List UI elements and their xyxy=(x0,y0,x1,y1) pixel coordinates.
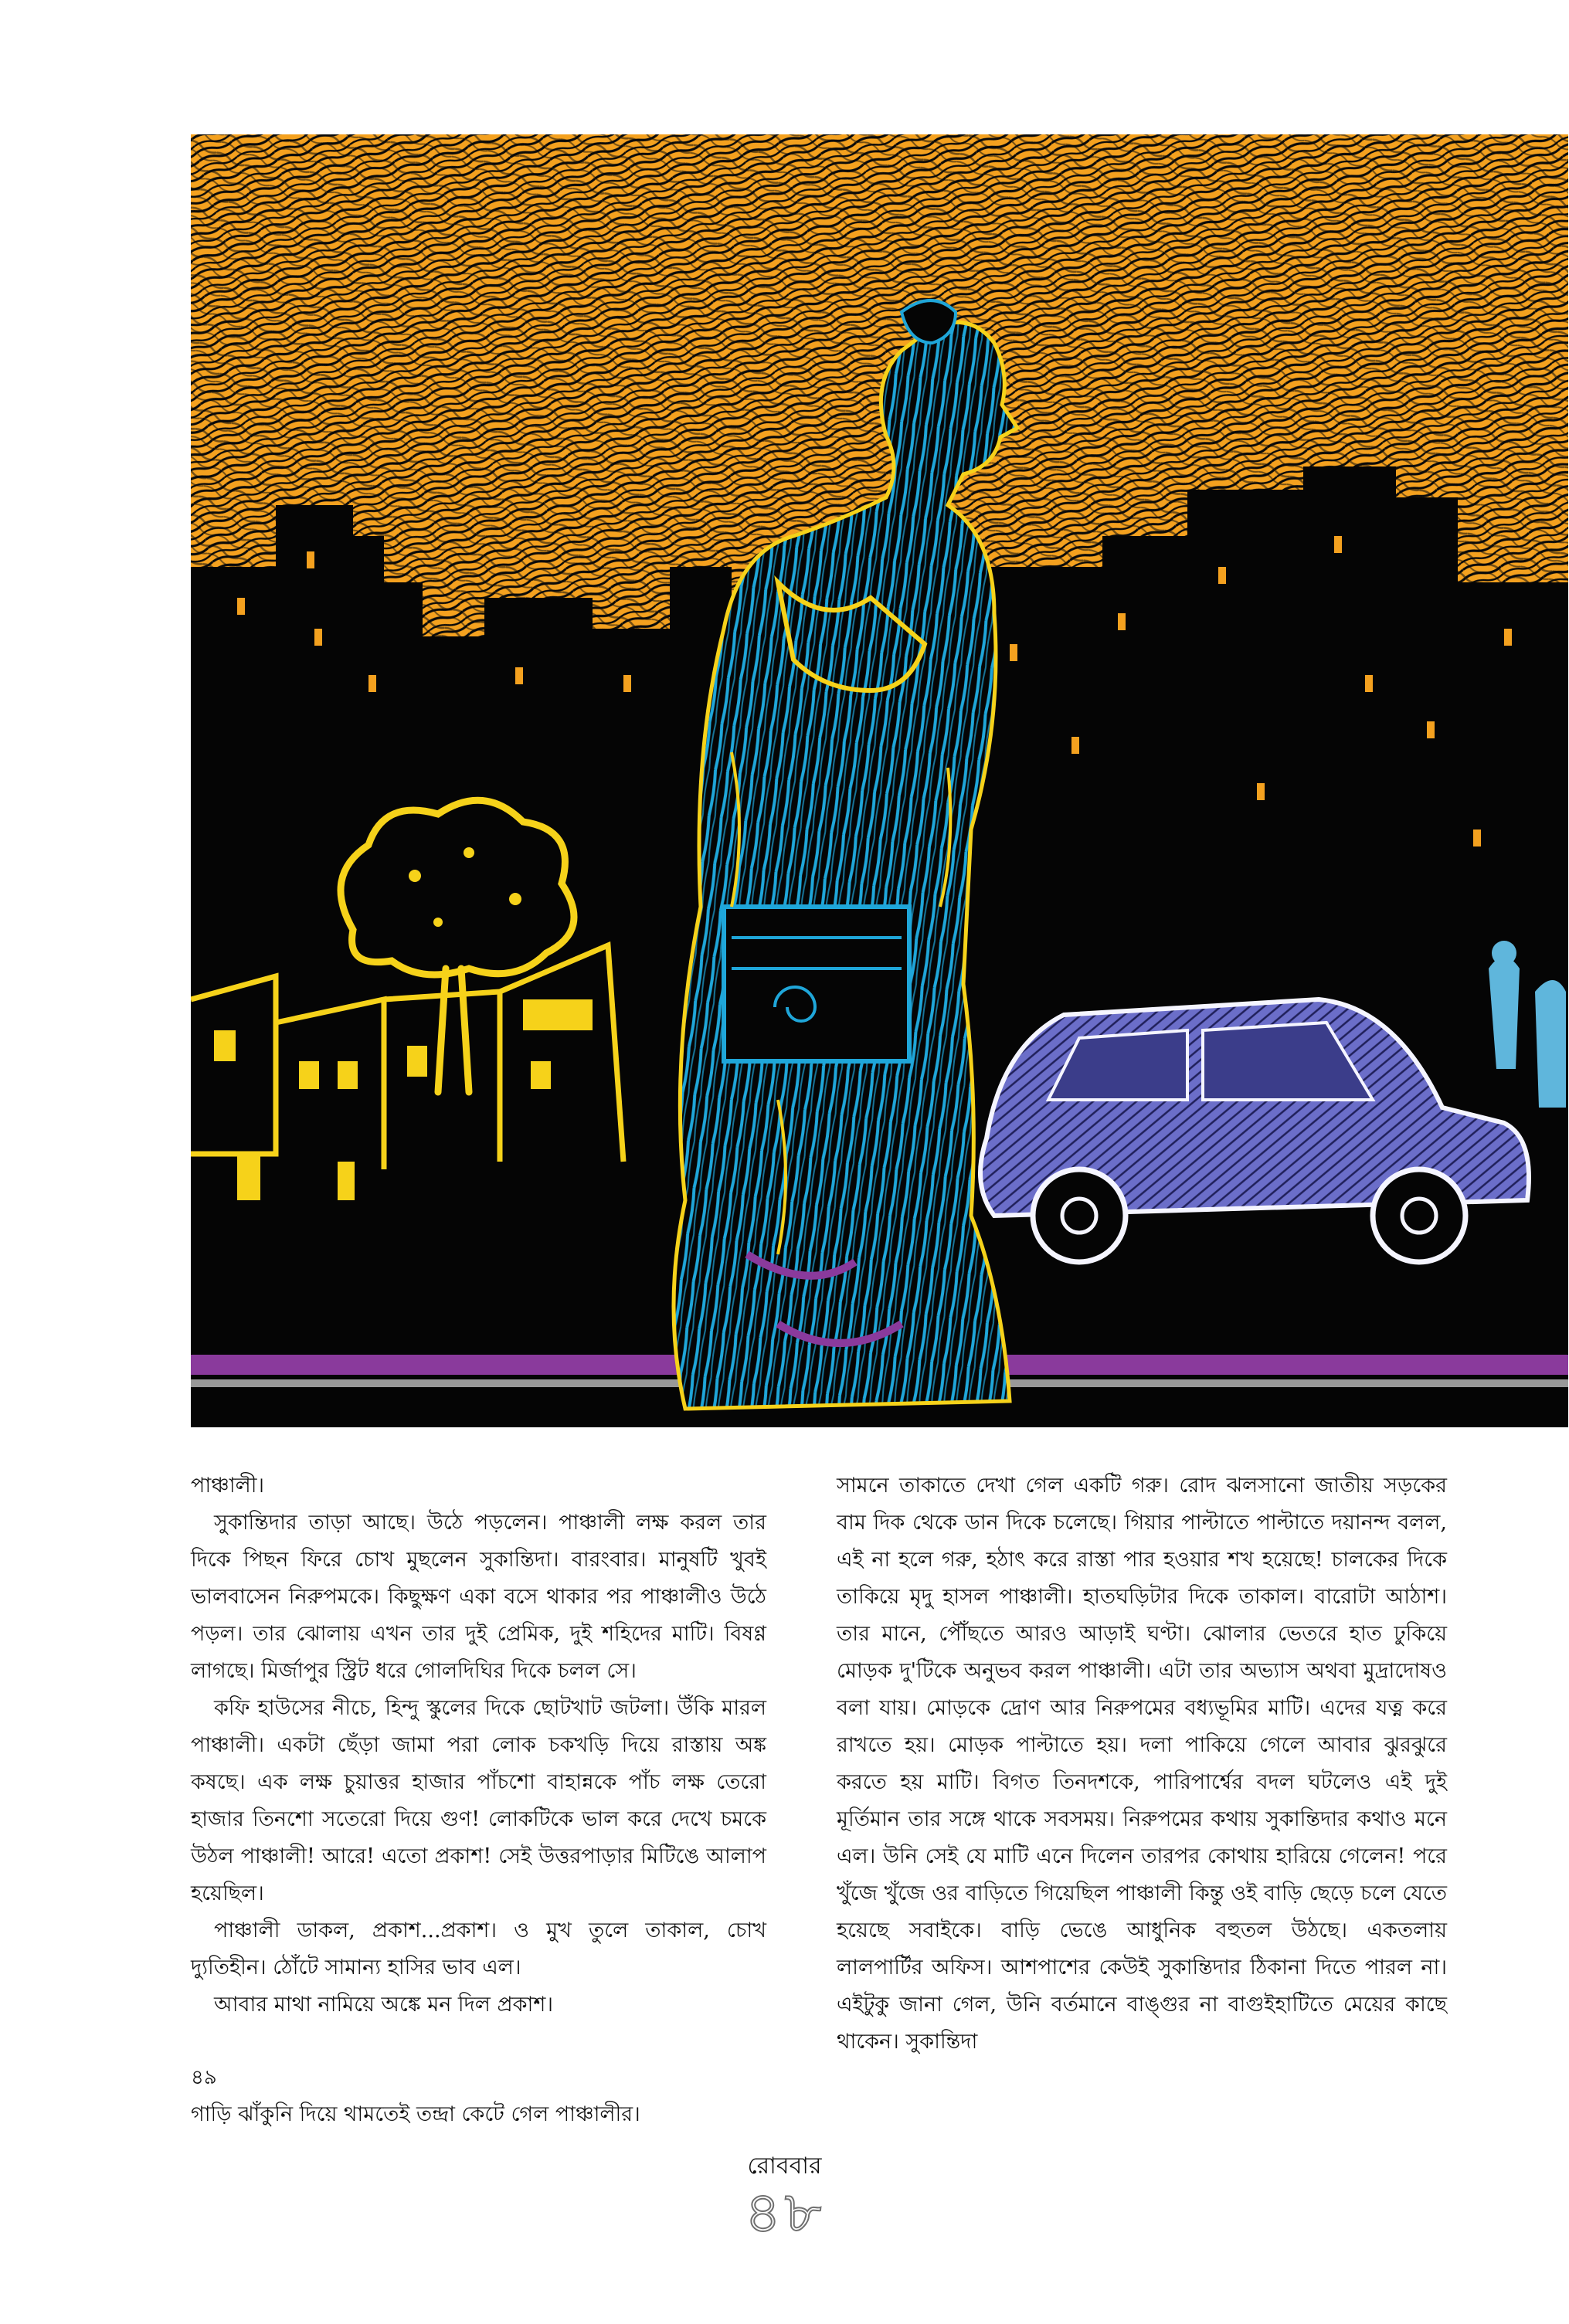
paragraph: সামনে তাকাতে দেখা গেল একটি গরু। রোদ ঝলসানো জাতীয় সড়কের বাম দিক থেকে ডান দিকে চলেছে। গিয়ার পাল্টাতে পাল্টাতে দয়ানন্দ বলল, এই না হলে গরু, হঠাৎ করে রাস্তা পার হওয়ার শখ হয়েছে! চালকের দিকে তাকিয়ে মৃদু হাসল পাঞ্চালী। হাতঘড়িটার দিকে তাকাল। বারোটা আঠাশ। তার মানে, পৌঁছতে আরও আড়াই ঘণ্টা। ঝোলার ভেতরে হাত ঢুকিয়ে মোড়ক দু'টিকে অনুভব করল পাঞ্চালী। এটা তার অভ্যাস অথবা মুদ্রাদোষও বলা যায়। মোড়কে দ্রোণ আর নিরুপমের বধ্যভূমির মাটি। এদের যত্ন করে রাখতে হয়। মোড়ক পাল্টাতে হয়। দলা পাকিয়ে গেলে আবার ঝুরঝুরে করতে হয় মাটি। বিগত তিনদশকে, পারিপার্শ্বের বদল ঘটলেও এই দুই মূর্তিমান তার সঙ্গে থাকে সবসময়। নিরুপমের কথায় সুকান্তিদার কথাও মনে এল। উনি সেই যে মাটি এনে দিলেন তারপর কোথায় হারিয়ে গেলেন! পরে খুঁজে খুঁজে ওর বাড়িতে গিয়েছিল পাঞ্চালী কিন্তু ওই বাড়ি ছেড়ে চলে যেতে হয়েছে সবাইকে। বাড়ি ভেঙে আধুনিক বহুতল উঠছে। একতলায় লালপার্টির অফিস। আশপাশের কেউই সুকান্তিদার ঠিকানা দিতে পারল না। এইটুকু জানা গেল, উনি বর্তমানে বাঙ্গুর না বাগুইহাটিতে মেয়ের কাছে থাকেন। সুকান্তিদা xyxy=(837,1474,1447,2054)
page-number: ৪৮ xyxy=(744,2180,825,2246)
paragraph: গাড়ি ঝাঁকুনি দিয়ে থামতেই তন্দ্রা কেটে গেল পাঞ্চালীর। xyxy=(191,2102,640,2126)
chapter-number: ৪৯ xyxy=(191,2066,217,2089)
section-gap xyxy=(191,2024,766,2059)
paragraph: পাঞ্চালী। xyxy=(191,1474,265,1498)
paragraph: আবার মাথা নামিয়ে অঙ্কে মন দিল প্রকাশ। xyxy=(214,1993,554,2017)
text-column-right xyxy=(837,1467,1447,2061)
paragraph: কফি হাউসের নীচে, হিন্দু স্কুলের দিকে ছোটখাট জটলা। উঁকি মারল পাঞ্চালী। একটা ছেঁড়া জামা পরা লোক চকখড়ি দিয়ে রাস্তায় অঙ্ক কষছে। এক লক্ষ চুয়াত্তর হাজার পাঁচশো বাহান্নকে পাঁচ লক্ষ তেরো হাজার তিনশো সতেরো দিয়ে গুণ! লোকটিকে ভাল করে দেখে চমকে উঠল পাঞ্চালী! আরে! এতো প্রকাশ! সেই উত্তরপাড়ার মিটিঙে আলাপ হয়েছিল। xyxy=(191,1696,766,1905)
page-footer xyxy=(0,2151,1569,2244)
text-column-left xyxy=(191,1467,766,2133)
illustration xyxy=(191,134,1568,1427)
magazine-name: রোববার xyxy=(747,2153,822,2180)
paragraph: সুকান্তিদার তাড়া আছে। উঠে পড়লেন। পাঞ্চালী লক্ষ করল তার দিকে পিছন ফিরে চোখ মুছলেন সুকান্তিদা। বারংবার। মানুষটি খুবই ভালবাসেন নিরুপমকে। কিছুক্ষণ একা বসে থাকার পর পাঞ্চালীও উঠে পড়ল। তার ঝোলায় এখন তার দুই প্রেমিক, দুই শহিদের মাটি। বিষণ্ণ লাগছে। মির্জাপুর স্ট্রিট ধরে গোলদিঘির দিকে চলল সে। xyxy=(191,1511,766,1683)
paragraph: পাঞ্চালী ডাকল, প্রকাশ...প্রকাশ। ও মুখ তুলে তাকাল, চোখ দ্যুতিহীন। ঠোঁটে সামান্য হাসির ভাব এল। xyxy=(191,1919,766,1980)
